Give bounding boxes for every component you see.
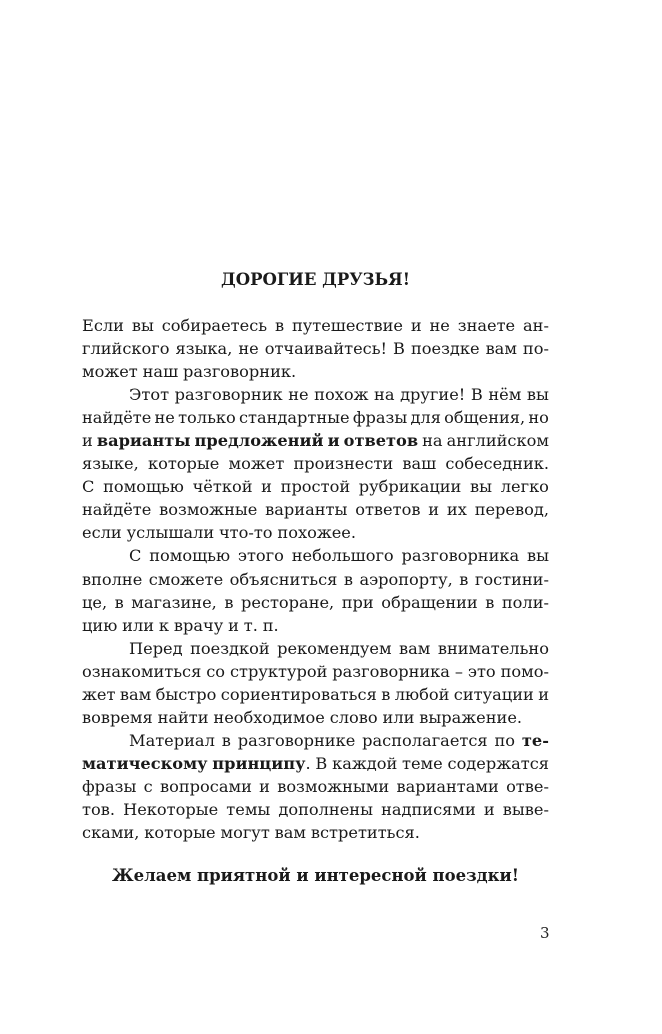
word: и xyxy=(327,431,340,451)
text-line xyxy=(82,614,549,637)
word: помощью xyxy=(103,477,184,497)
word: к xyxy=(158,615,170,635)
word: языке, xyxy=(82,454,139,474)
word: т. xyxy=(243,615,258,635)
word: выражение. xyxy=(419,707,523,727)
word: может xyxy=(82,362,138,382)
word: вам xyxy=(119,684,152,704)
word: це, xyxy=(82,592,108,612)
paragraph xyxy=(82,729,549,844)
word: их xyxy=(446,500,467,520)
word: в xyxy=(221,730,231,750)
text-line xyxy=(82,337,549,360)
word: В xyxy=(393,339,405,359)
word: ваш xyxy=(402,454,437,474)
word: вам xyxy=(485,339,517,359)
word: – xyxy=(454,661,463,681)
text-line xyxy=(82,752,549,775)
word: могут xyxy=(220,823,270,843)
word: разговорник xyxy=(174,385,283,405)
word: отве- xyxy=(506,776,549,796)
word: поездкой xyxy=(190,638,270,658)
word: вариантами xyxy=(396,776,499,796)
word: в xyxy=(459,569,469,589)
word: найдёте xyxy=(82,408,152,428)
word: на xyxy=(374,385,395,405)
word: каждой xyxy=(332,753,398,773)
word: быстро xyxy=(155,684,217,704)
word: чёткой xyxy=(192,477,253,497)
word: Некоторые xyxy=(123,799,219,819)
word: вам xyxy=(274,823,307,843)
word: вы xyxy=(131,316,154,335)
closing-line: Желаем приятной и интересной поездки! xyxy=(111,866,520,885)
word: найдёте xyxy=(82,500,152,520)
word: отчаивайтесь! xyxy=(264,339,388,359)
word: не xyxy=(154,408,175,428)
word: обращении xyxy=(381,592,478,612)
word: ситуации xyxy=(453,684,534,704)
word: врачу xyxy=(173,615,224,635)
word: в xyxy=(224,592,234,612)
word: вы xyxy=(526,385,549,405)
word: темы xyxy=(226,799,271,819)
word: сками, xyxy=(82,823,140,843)
word: те- xyxy=(521,730,549,750)
word: с xyxy=(143,776,153,796)
word: и xyxy=(410,316,422,335)
word: поездке xyxy=(410,339,480,359)
text-line xyxy=(82,637,549,660)
word: и xyxy=(259,776,270,796)
word: С xyxy=(82,477,95,497)
word: варианты xyxy=(265,500,348,520)
text-line xyxy=(82,383,549,406)
word: другие! xyxy=(400,385,466,405)
paragraph xyxy=(82,637,549,729)
word: В xyxy=(470,385,483,405)
word: которые xyxy=(147,454,220,474)
word: предложений xyxy=(194,431,324,451)
word: найти xyxy=(157,707,209,727)
word: рубрикации xyxy=(358,477,462,497)
word: разговорника xyxy=(401,546,520,566)
paragraph xyxy=(82,383,549,544)
word: варианты xyxy=(96,431,191,451)
word: содержатся xyxy=(447,753,549,773)
word: или xyxy=(382,707,415,727)
word: слово xyxy=(329,707,378,727)
word: собеседник. xyxy=(445,454,549,474)
word: на xyxy=(422,431,443,451)
word: располагается xyxy=(362,730,488,750)
word: объясниться xyxy=(229,569,338,589)
word: структурой xyxy=(229,661,328,681)
text-line xyxy=(82,429,549,452)
word: разговорника xyxy=(332,661,450,681)
word: Этот xyxy=(129,385,170,405)
word: матическому xyxy=(82,753,208,773)
word: не xyxy=(288,385,309,405)
word: знаете xyxy=(457,316,516,335)
text-line xyxy=(82,775,549,798)
word: небольшого xyxy=(291,546,394,566)
text-line xyxy=(82,591,549,614)
word: магазине, xyxy=(131,592,217,612)
word: рекомендуем xyxy=(277,638,392,658)
word: легко xyxy=(500,477,549,497)
word: помо- xyxy=(500,661,549,681)
text-line xyxy=(82,568,549,591)
word: ознакомиться xyxy=(82,661,202,681)
word: сможете xyxy=(148,569,224,589)
word: Если xyxy=(82,316,124,335)
word: со xyxy=(206,661,226,681)
text-line xyxy=(82,498,549,521)
word: вовремя xyxy=(82,707,153,727)
text-line xyxy=(82,706,549,729)
word: что-то xyxy=(218,523,273,543)
word: принципу. xyxy=(212,753,311,773)
word: путешествие xyxy=(291,316,403,335)
word: по xyxy=(494,730,516,750)
text-line xyxy=(82,521,549,544)
word: возможные xyxy=(159,500,258,520)
word: по- xyxy=(522,339,549,359)
text-line xyxy=(82,544,549,567)
text-line xyxy=(82,360,549,383)
word: тов. xyxy=(82,799,115,819)
word: может xyxy=(228,454,285,474)
paragraph xyxy=(82,314,549,383)
text-line xyxy=(82,821,549,844)
word: похожее. xyxy=(277,523,357,543)
word: Материал xyxy=(129,730,215,750)
word: языка, xyxy=(175,339,233,359)
word: общения, xyxy=(444,408,526,428)
word: похож xyxy=(314,385,369,405)
text-line xyxy=(82,729,549,752)
word: перевод, xyxy=(474,500,549,520)
word: наш xyxy=(142,362,179,382)
word: в xyxy=(274,316,285,335)
word: и xyxy=(538,684,549,704)
word: вам xyxy=(399,638,431,658)
word: только xyxy=(178,408,236,428)
word: аэропорту, xyxy=(359,569,453,589)
word: надписями xyxy=(381,799,476,819)
word: вопросами xyxy=(160,776,252,796)
word: ресторане, xyxy=(240,592,335,612)
word: не xyxy=(429,316,450,335)
word: Перед xyxy=(129,638,183,658)
word: или xyxy=(122,615,155,635)
word: фразы xyxy=(352,408,408,428)
word: и xyxy=(228,615,239,635)
page-title: ДОРОГИЕ ДРУЗЬЯ! xyxy=(221,270,410,289)
word: глийского xyxy=(82,339,170,359)
text-line xyxy=(82,475,549,498)
paragraph xyxy=(82,544,549,636)
word: этого xyxy=(237,546,284,566)
word: В xyxy=(315,753,328,773)
word: и xyxy=(428,500,440,520)
word: нём xyxy=(488,385,522,405)
word: теме xyxy=(402,753,443,773)
word: помощью xyxy=(149,546,231,566)
text-line xyxy=(82,683,549,706)
word: собираетесь xyxy=(161,316,268,335)
word: дополнены xyxy=(278,799,373,819)
word: произнести xyxy=(293,454,394,474)
word: не xyxy=(238,339,259,359)
word: английском xyxy=(446,431,549,451)
word: услышали xyxy=(126,523,215,543)
word: любой xyxy=(394,684,450,704)
word: вполне xyxy=(82,569,143,589)
word: фразы xyxy=(82,776,137,796)
text-line xyxy=(82,660,549,683)
text-line xyxy=(82,452,549,475)
word: в xyxy=(381,684,391,704)
word: С xyxy=(129,546,142,566)
word: но xyxy=(528,408,549,428)
word: ответов xyxy=(343,431,419,451)
word: и xyxy=(82,431,93,451)
word: разговорнике xyxy=(237,730,356,750)
word: в xyxy=(114,592,124,612)
word: и xyxy=(261,477,272,497)
word: ответов xyxy=(355,500,421,520)
word: в xyxy=(343,569,353,589)
word: внимательно xyxy=(437,638,549,658)
word: стандартные xyxy=(238,408,350,428)
word: это xyxy=(467,661,496,681)
word: разговорник. xyxy=(182,362,297,382)
word: встретиться. xyxy=(310,823,420,843)
word: вы xyxy=(470,477,493,497)
word: в xyxy=(485,592,495,612)
text-line xyxy=(82,314,549,337)
word: для xyxy=(410,408,441,428)
word: и xyxy=(483,799,495,819)
word: при xyxy=(341,592,374,612)
word: возможными xyxy=(277,776,390,796)
word: поли- xyxy=(501,592,549,612)
word: ан- xyxy=(523,316,549,335)
word: простой xyxy=(280,477,351,497)
body-text xyxy=(82,314,549,844)
word: цию xyxy=(82,615,118,635)
word: вы xyxy=(526,546,549,566)
page-number: 3 xyxy=(540,924,550,942)
text-line xyxy=(82,406,549,429)
word: если xyxy=(82,523,122,543)
word: сориентироваться xyxy=(220,684,377,704)
word: гостини- xyxy=(474,569,549,589)
text-line xyxy=(82,798,549,821)
word: которые xyxy=(144,823,216,843)
word: жет xyxy=(82,684,116,704)
word: п. xyxy=(262,615,279,635)
word: выве- xyxy=(502,799,549,819)
word: необходимое xyxy=(213,707,325,727)
